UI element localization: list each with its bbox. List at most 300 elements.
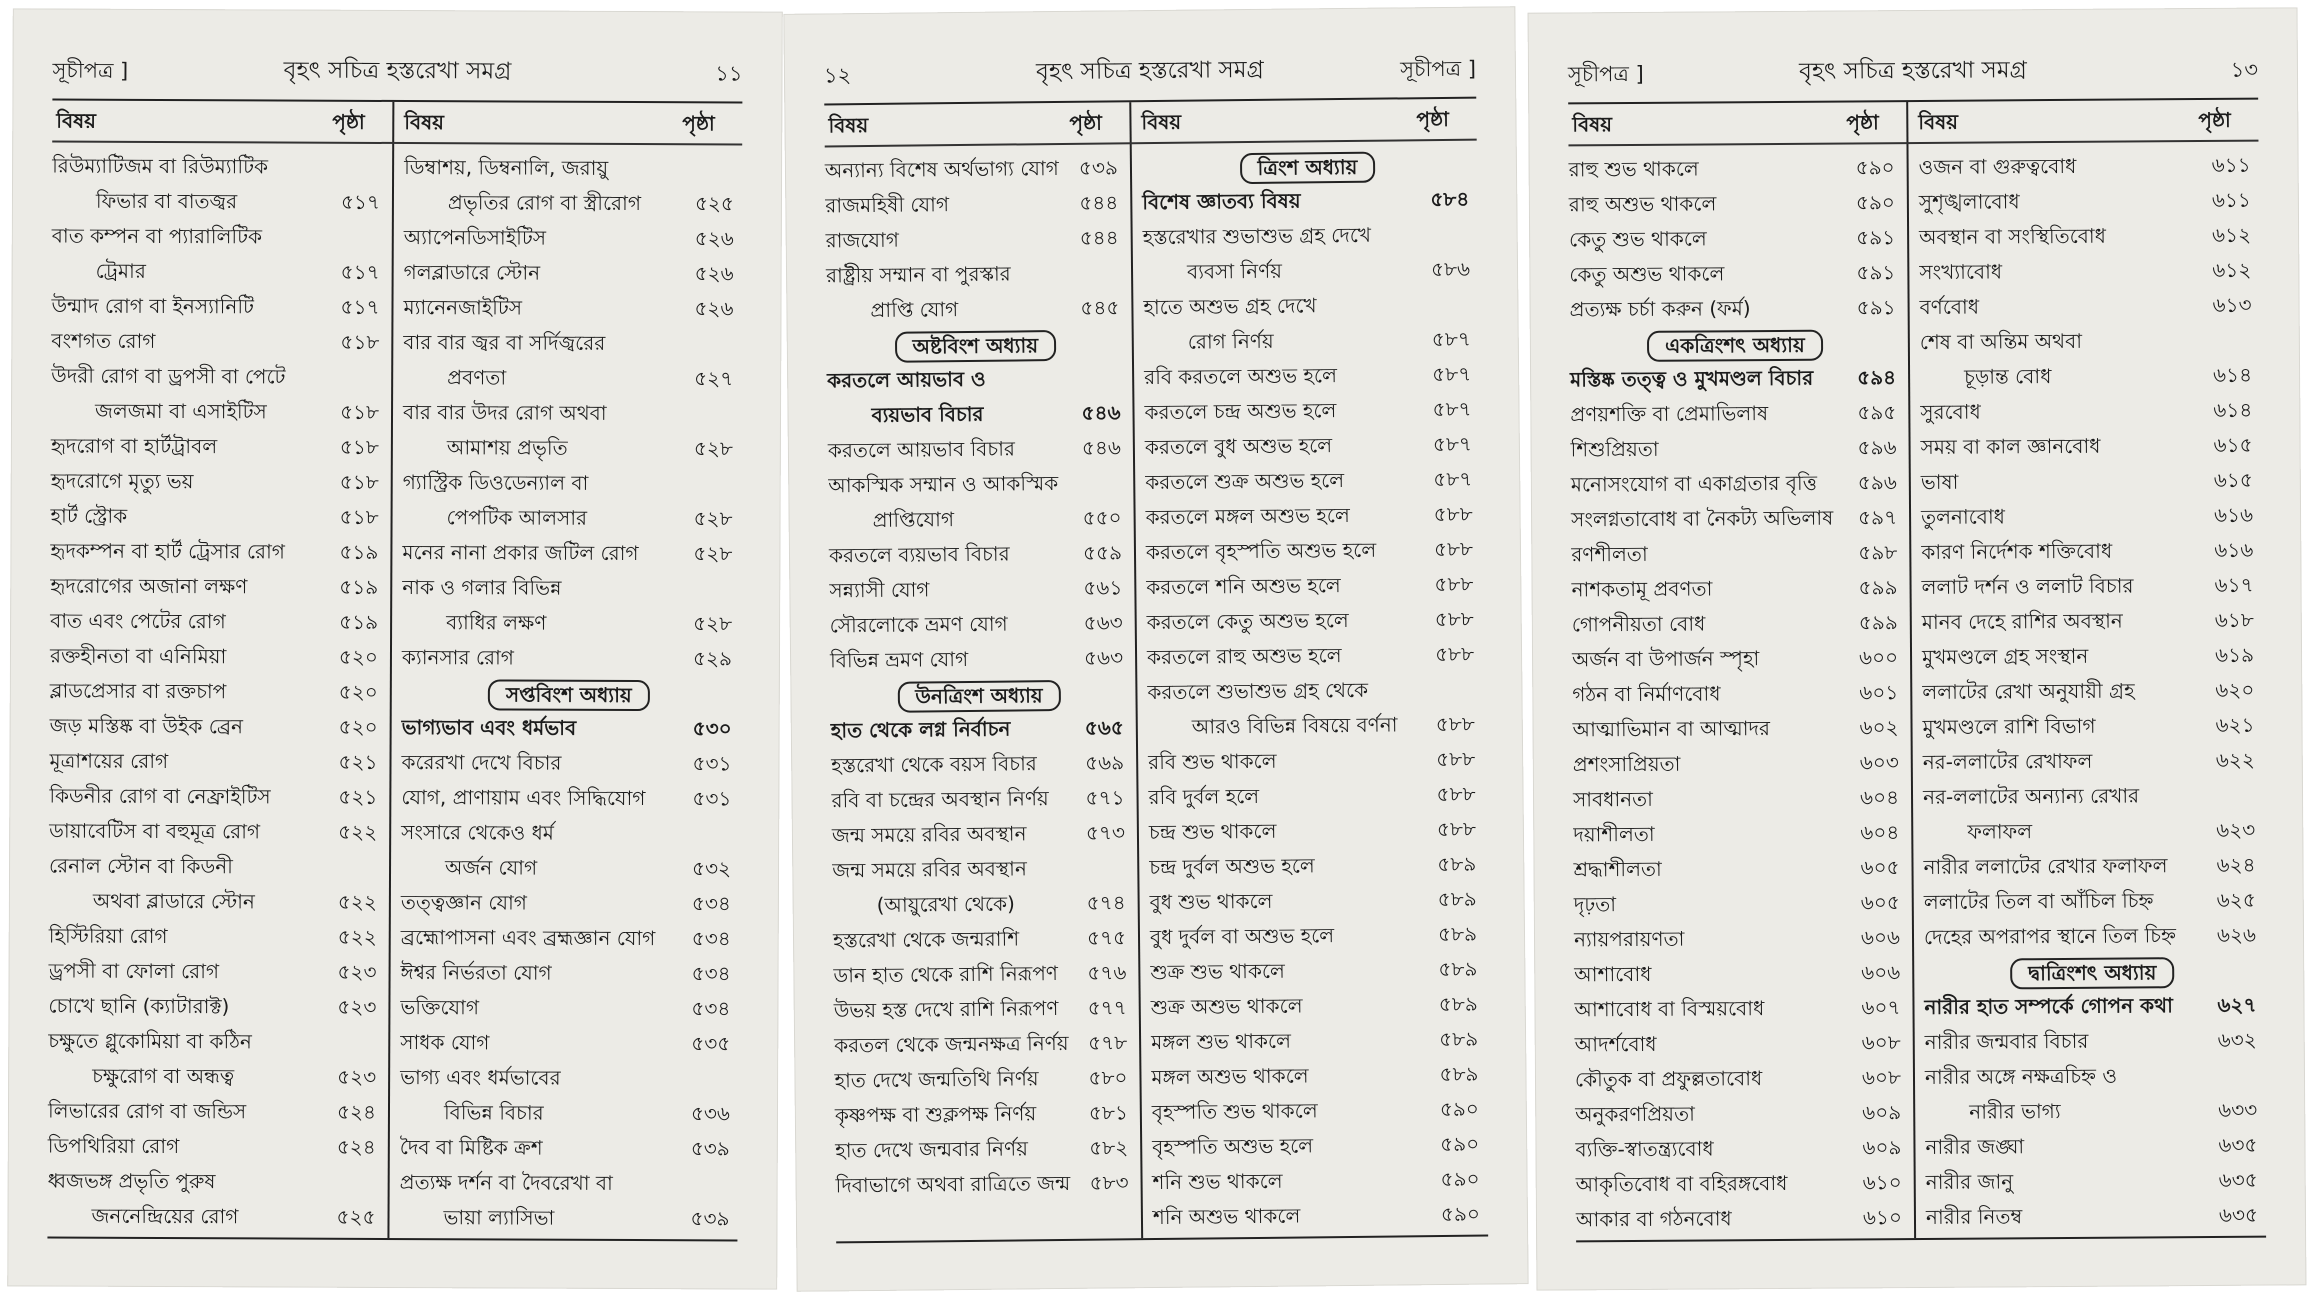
- index-entry: [1144, 392, 1475, 430]
- entry-page-number: ৬০৭: [1861, 995, 1901, 1020]
- entry-title: ভাগ্যভাব এবং ধর্মভাব: [401, 715, 577, 740]
- header-rule: [1568, 140, 2258, 146]
- entry-title: যোগ, প্রাণায়াম এবং সিদ্ধিযোগ: [401, 785, 646, 811]
- entry-title: করতলে বুধ অশুভ হলে: [1144, 433, 1333, 460]
- index-entry: [834, 990, 1131, 1028]
- index-column-left: [1569, 150, 1907, 1237]
- index-entry: [1572, 675, 1902, 712]
- col-head-subject: বিষয়: [1572, 112, 1613, 137]
- index-entry: [52, 218, 384, 254]
- index-entry: [1145, 427, 1476, 465]
- col-head-subject: বিষয়: [828, 112, 869, 138]
- entry-title: রবি করতলে অশুভ হলে: [1144, 363, 1338, 390]
- index-entry: [832, 850, 1129, 888]
- index-entry: [50, 533, 382, 569]
- entry-page-number: ৫৪৪: [1079, 190, 1119, 215]
- index-entry: [48, 1093, 380, 1129]
- entry-title: সৌরলোকে ভ্রমণ যোগ: [829, 611, 1008, 638]
- entry-title: মস্তিষ্ক তত্ত্ব ও মুখমণ্ডল বিচার: [1570, 365, 1814, 392]
- entry-title: কারণ নির্দেশক শক্তিবোধ: [1921, 538, 2113, 564]
- index-entry: [50, 673, 382, 709]
- entry-title: ক্যানসার রোগ: [401, 645, 514, 670]
- entry-title: করতলে চন্দ্র অশুভ হলে: [1144, 398, 1337, 425]
- index-entry: [1919, 148, 2255, 185]
- header-right: ১৩: [2230, 57, 2259, 82]
- chapter-title: সপ্তবিংশ অধ্যায়: [488, 679, 650, 711]
- entry-page-number: ৫৯০: [1440, 1131, 1480, 1157]
- index-entry: [49, 918, 381, 954]
- index-entry: [1923, 848, 2259, 885]
- chapter-title: ত্রিংশ অধ্যায়: [1239, 152, 1375, 184]
- entry-page-number: ৫৫০: [1082, 505, 1122, 530]
- index-column-right: [1142, 147, 1484, 1235]
- entry-title: সাধক যোগ: [400, 1030, 490, 1055]
- entry-page-number: ৫৩৫: [691, 1031, 731, 1056]
- index-entry: [49, 813, 381, 849]
- index-entry: [1148, 707, 1479, 745]
- entry-page-number: ৬২৭: [2217, 992, 2257, 1017]
- entry-title: রোগ নির্ণয়: [1187, 328, 1274, 354]
- index-entry: [1143, 287, 1474, 325]
- entry-title: আকস্মিক সম্মান ও আকস্মিক: [828, 471, 1059, 498]
- entry-title: নর-ললাটের রেখাফল: [1922, 748, 2093, 774]
- chapter-heading: [1924, 953, 2260, 990]
- entry-page-number: ৫৮৬: [1430, 256, 1471, 282]
- entry-title: চক্ষুতে গ্লুকোমিয়া বা কঠিন: [48, 1028, 252, 1054]
- entry-title: রণশীলতা: [1571, 541, 1648, 567]
- entry-title: রেনাল স্টোন বা কিডনী: [48, 853, 233, 879]
- entry-page-number: ৫৩৬: [690, 1101, 731, 1126]
- index-column-left: [47, 148, 384, 1234]
- entry-title: শেষ বা অন্তিম অথবা: [1919, 328, 2083, 354]
- index-entry: [1153, 1197, 1484, 1235]
- entry-title: নারীর ললাটের রেখার ফলাফল: [1923, 853, 2168, 879]
- entry-page-number: ৬১১: [2211, 187, 2251, 212]
- index-entry: [1143, 217, 1474, 255]
- entry-page-number: ৫২৯: [692, 646, 733, 671]
- entry-title: প্রশংসাপ্রিয়তা: [1572, 751, 1681, 777]
- entry-page-number: ৫৮৭: [1432, 361, 1472, 387]
- entry-page-number: ৬১১: [2211, 152, 2251, 177]
- index-entry: [1919, 288, 2255, 325]
- book-page-12: [783, 6, 1528, 1292]
- index-entry: [1150, 952, 1481, 990]
- entry-title: মনোসংযোগ বা একাগ্রতার বৃত্তি: [1570, 470, 1818, 497]
- index-entry: [1144, 322, 1475, 360]
- entry-title: রবি দুর্বল হলে: [1148, 783, 1260, 810]
- index-entry: [402, 535, 736, 571]
- chapter-title: অষ্টবিংশ অধ্যায়: [894, 330, 1056, 363]
- entry-title: ওজন বা গুরুত্ববোধ: [1918, 153, 2077, 179]
- index-entry: [1148, 777, 1479, 815]
- index-entry: [1575, 1025, 1905, 1062]
- page-header: [52, 51, 742, 88]
- index-entry: [825, 185, 1122, 223]
- entry-title: পেপটিক আলসার: [446, 505, 588, 530]
- index-entry: [1920, 358, 2256, 395]
- entry-page-number: ৫৬৩: [1083, 645, 1124, 670]
- entry-page-number: ৫৬১: [1083, 575, 1123, 600]
- index-entry: [1922, 638, 2258, 675]
- index-entry: [402, 605, 736, 641]
- entry-title: বার বার উদর রোগ অথবা: [402, 400, 607, 425]
- index-table: [47, 98, 742, 1241]
- entry-page-number: ৬১৪: [2213, 397, 2253, 422]
- entry-title: (আয়ুরেখা থেকে): [876, 891, 1015, 917]
- entry-title: জড় মস্তিষ্ক বা উইক ব্রেন: [49, 713, 244, 739]
- index-entry: [1574, 920, 1904, 957]
- index-entry: [401, 745, 735, 781]
- entry-title: উভয় হস্ত দেখে রাশি নিরূপণ: [833, 996, 1059, 1023]
- index-entry: [51, 428, 383, 464]
- entry-title: নারীর অঙ্গে নক্ষত্রচিহ্ন ও: [1924, 1063, 2118, 1089]
- entry-page-number: ৫৭৫: [1086, 925, 1127, 950]
- entry-page-number: ৫৮৭: [1432, 396, 1472, 422]
- entry-title: হৃদরোগের অজানা লক্ষণ: [50, 573, 248, 599]
- entry-page-number: ৫৩২: [691, 856, 732, 881]
- index-entry: [1572, 710, 1902, 747]
- entry-title: ব্যয়ভাব বিচার: [871, 401, 984, 427]
- book-title: বৃহৎ সচিত্র হস্তরেখা সমগ্র: [1799, 57, 2027, 85]
- index-entry: [1142, 182, 1473, 220]
- entry-title: রক্তহীনতা বা এনিমিয়া: [49, 643, 227, 669]
- index-entry: [1146, 567, 1477, 605]
- index-entry: [399, 1200, 733, 1236]
- index-entry: [1921, 533, 2257, 570]
- entry-page-number: ৫১৭: [340, 259, 380, 284]
- index-column-right: [399, 150, 738, 1236]
- index-entry: [1573, 850, 1903, 887]
- entry-page-number: ৫১৯: [339, 539, 379, 564]
- entry-title: প্রভৃতির রোগ বা স্ত্রীরোগ: [447, 190, 642, 216]
- index-entry: [1921, 463, 2257, 500]
- entry-page-number: ৬০১: [1859, 680, 1899, 705]
- column-divider: [387, 102, 394, 1238]
- entry-page-number: ৫৩০: [692, 716, 732, 741]
- index-entry: [1570, 430, 1900, 467]
- entry-page-number: ৫১৭: [340, 294, 380, 319]
- entry-page-number: ৫৩৯: [1078, 155, 1119, 180]
- entry-page-number: ৫৯১: [1856, 295, 1896, 320]
- entry-title: আত্মাভিমান বা আত্মাদর: [1572, 716, 1771, 742]
- entry-page-number: ৫৭৬: [1087, 960, 1127, 985]
- index-entry: [834, 1025, 1131, 1063]
- entry-title: ট্রেমার: [95, 258, 146, 283]
- entry-page-number: ৬৩৫: [2218, 1132, 2258, 1157]
- index-entry: [1575, 1130, 1905, 1167]
- entry-title: ব্লাডপ্রেসার বা রক্তচাপ: [49, 678, 227, 704]
- index-entry: [1151, 987, 1482, 1025]
- entry-page-number: ৫২৪: [336, 1099, 377, 1124]
- index-entry: [404, 220, 738, 256]
- index-entry: [1926, 1198, 2262, 1235]
- entry-page-number: ৬২০: [2215, 677, 2255, 702]
- index-entry: [52, 253, 384, 289]
- entry-title: শ্রদ্ধাশীলতা: [1573, 856, 1662, 882]
- entry-title: কৃষ্ণপক্ষ বা শুক্লপক্ষ নির্ণয়: [834, 1101, 1037, 1128]
- index-entry: [1148, 742, 1479, 780]
- entry-title: গলব্লাডারে স্টোন: [403, 260, 541, 285]
- entry-title: আশাবোধ: [1574, 961, 1652, 987]
- index-entry: [49, 848, 381, 884]
- entry-title: হাত থেকে লগ্ন নির্বাচন: [830, 716, 1011, 743]
- index-entry: [1573, 815, 1903, 852]
- entry-page-number: ৬১৫: [2213, 467, 2253, 492]
- entry-title: হাতে অশুভ গ্রহ দেখে: [1143, 293, 1317, 320]
- entry-page-number: ৬২২: [2215, 747, 2255, 772]
- chapter-heading: [1142, 147, 1473, 185]
- entry-page-number: ৫৮৯: [1437, 886, 1477, 912]
- index-entry: [1149, 882, 1480, 920]
- entry-title: নারীর জানু: [1925, 1169, 2014, 1194]
- entry-page-number: ৫৯৪: [1857, 365, 1897, 390]
- entry-page-number: ৫৯৫: [1857, 400, 1897, 425]
- index-entry: [827, 395, 1124, 433]
- entry-page-number: ৫৯৭: [1858, 505, 1898, 530]
- entry-title: উন্মাদ রোগ বা ইনস্যানিটি: [51, 293, 255, 319]
- entry-page-number: ৫২৮: [693, 506, 733, 531]
- index-entry: [1575, 1095, 1905, 1132]
- index-entry: [51, 323, 383, 359]
- entry-title: শুক্র অশুভ থাকলে: [1150, 993, 1303, 1020]
- entry-page-number: ৫৩১: [692, 786, 732, 811]
- index-entry: [1574, 955, 1904, 992]
- index-entry: [1924, 883, 2260, 920]
- entry-title: গঠন বা নির্মাণবোধ: [1572, 681, 1721, 707]
- index-entry: [1922, 708, 2258, 745]
- entry-title: জন্ম সময়ে রবির অবস্থান: [831, 821, 1027, 848]
- index-entry: [835, 1165, 1132, 1203]
- index-entry: [402, 710, 736, 746]
- index-table: [824, 97, 1488, 1244]
- entry-page-number: ৬১২: [2212, 222, 2252, 247]
- entry-page-number: ৬০২: [1859, 715, 1899, 740]
- entry-title: করতল থেকে জন্মনক্ষত্র নির্ণয়: [834, 1030, 1069, 1058]
- index-entry: [400, 1095, 734, 1131]
- entry-title: আকার বা গঠনবোধ: [1575, 1206, 1732, 1232]
- entry-page-number: ৫৮৭: [1432, 431, 1472, 457]
- index-entry: [1147, 602, 1478, 640]
- index-entry: [1569, 220, 1899, 257]
- index-entry: [830, 640, 1127, 678]
- entry-title: ললাটের তিল বা আঁচিল চিহ্ন: [1923, 888, 2154, 914]
- entry-page-number: ৬০৩: [1859, 750, 1899, 775]
- index-entry: [1921, 498, 2257, 535]
- index-entry: [47, 1198, 379, 1234]
- entry-page-number: ৫৮০: [1088, 1065, 1128, 1090]
- entry-title: প্রণয়শক্তি বা প্রেমাভিলাষ: [1570, 401, 1769, 427]
- entry-title: বার বার জ্বর বা সর্দিজ্বরের: [403, 330, 606, 355]
- index-entry: [1570, 360, 1900, 397]
- entry-page-number: ৫৩৪: [691, 961, 731, 986]
- book-page-11: [7, 8, 783, 1289]
- entry-page-number: ৫২৫: [694, 191, 734, 216]
- index-entry: [1143, 252, 1474, 290]
- index-entry: [52, 148, 384, 184]
- entry-page-number: ৬১৮: [2214, 607, 2254, 632]
- entry-title: ললাটের রেখা অনুযায়ী গ্রহ: [1922, 678, 2135, 704]
- entry-title: বুধ শুভ থাকলে: [1149, 888, 1273, 915]
- index-entry: [834, 1060, 1131, 1098]
- index-entry: [1149, 812, 1480, 850]
- entry-page-number: ৫১৮: [339, 469, 379, 494]
- entry-title: হস্তরেখা থেকে জন্মরাশি: [832, 926, 1020, 953]
- index-entry: [402, 570, 736, 606]
- entry-page-number: ৫৮৯: [1437, 921, 1478, 947]
- index-entry: [828, 430, 1125, 468]
- entry-title: হাত দেখে জন্মতিথি নির্ণয়: [834, 1066, 1039, 1093]
- index-entry: [1574, 885, 1904, 922]
- entry-title: সুরবোধ: [1920, 399, 1981, 424]
- index-entry: [1145, 462, 1476, 500]
- entry-page-number: ৫৯০: [1440, 1201, 1481, 1227]
- index-entry: [826, 255, 1123, 293]
- entry-title: রিউম্যাটিজম বা রিউম্যাটিক: [52, 153, 269, 179]
- index-column-left: [825, 150, 1133, 1203]
- index-entry: [403, 360, 737, 396]
- entry-title: সংখ্যাবোধ: [1919, 259, 2003, 284]
- entry-page-number: ৫২৬: [694, 261, 734, 286]
- entry-page-number: ৫৩৯: [690, 1136, 730, 1161]
- entry-title: নারীর জন্মবার বিচার: [1924, 1028, 2089, 1054]
- index-entry: [51, 393, 383, 429]
- index-entry: [1570, 395, 1900, 432]
- entry-page-number: ৬০৪: [1860, 820, 1900, 845]
- entry-page-number: ৫৮৯: [1439, 1061, 1479, 1087]
- index-entry: [828, 465, 1125, 503]
- index-entry: [1573, 780, 1903, 817]
- entry-title: ললাট দর্শন ও ললাট বিচার: [1921, 573, 2134, 599]
- index-table: [1568, 98, 2266, 1243]
- chapter-title: উনত্রিংশ অধ্যায়: [897, 680, 1061, 713]
- entry-title: ব্যাধির লক্ষণ: [446, 610, 547, 635]
- book-title: বৃহৎ সচিত্র হস্তরেখা সমগ্র: [283, 57, 512, 85]
- index-entry: [51, 498, 383, 534]
- index-entry: [402, 500, 736, 536]
- entry-title: চন্দ্র দুর্বল অশুভ হলে: [1149, 853, 1315, 880]
- index-entry: [1573, 745, 1903, 782]
- entry-title: দৃঢ়তা: [1573, 892, 1617, 917]
- entry-page-number: ৬২৫: [2216, 887, 2256, 912]
- entry-title: করতলে শনি অশুভ হলে: [1146, 573, 1341, 600]
- entry-page-number: ৬৩২: [2217, 1027, 2257, 1052]
- index-entry: [49, 953, 381, 989]
- entry-page-number: ৫৮৯: [1439, 1026, 1479, 1052]
- entry-page-number: ৫৬৯: [1085, 750, 1125, 775]
- entry-page-number: ৫৮৩: [1089, 1170, 1129, 1195]
- col-head-subject: বিষয়: [1141, 109, 1182, 135]
- entry-page-number: ৫৬৫: [1084, 715, 1124, 740]
- entry-title: দেহের অপরাপর স্থানে তিল চিহ্ন: [1923, 923, 2177, 949]
- entry-title: করতলে শুভাশুভ গ্রহ থেকে: [1147, 677, 1369, 705]
- index-entry: [832, 885, 1129, 923]
- entry-title: জন্ম সময়ে রবির অবস্থান: [832, 856, 1027, 883]
- header-left: ১২: [823, 63, 852, 88]
- entry-page-number: ৫২৬: [694, 226, 734, 251]
- entry-page-number: ৫৯০: [1440, 1166, 1480, 1192]
- entry-title: আমাশয় প্রভৃতি: [446, 435, 568, 460]
- entry-page-number: ৫২৩: [337, 1064, 377, 1089]
- index-entry: [401, 815, 735, 851]
- entry-page-number: ৬৩৩: [2218, 1097, 2258, 1122]
- entry-title: তুলনাবোধ: [1920, 504, 2005, 529]
- index-entry: [826, 290, 1123, 328]
- index-entry: [48, 1023, 380, 1059]
- index-entry: [403, 325, 737, 361]
- entry-page-number: ৬১৬: [2213, 502, 2254, 527]
- entry-title: আরও বিভিন্ন বিষয়ে বর্ণনা: [1191, 712, 1398, 739]
- entry-page-number: ৬০৮: [1861, 1030, 1901, 1055]
- index-entry: [1923, 778, 2259, 815]
- entry-title: কৌতুক বা প্রফুল্লতাবোধ: [1574, 1066, 1763, 1092]
- index-entry: [1919, 183, 2255, 220]
- entry-title: নারীর হাত সম্পর্কে গোপন কথা: [1924, 993, 2173, 1019]
- index-entry: [1922, 673, 2258, 710]
- entry-page-number: ৫২৪: [336, 1134, 376, 1159]
- entry-title: বৃহস্পতি অশুভ হলে: [1152, 1133, 1314, 1160]
- index-entry: [1144, 357, 1475, 395]
- entry-title: অনুকরণপ্রিয়তা: [1575, 1101, 1695, 1127]
- index-entry: [1571, 500, 1901, 537]
- entry-page-number: ৫৯৯: [1858, 610, 1898, 635]
- entry-page-number: ৬১৭: [2214, 572, 2254, 597]
- index-entry: [831, 780, 1128, 818]
- entry-page-number: ৫৯১: [1856, 225, 1896, 250]
- entry-title: নাক ও গলার বিভিন্ন: [402, 575, 562, 600]
- index-entry: [403, 290, 737, 326]
- entry-page-number: ৫৪৪: [1079, 225, 1119, 250]
- index-entry: [1571, 465, 1901, 502]
- entry-page-number: ৬২৬: [2216, 922, 2257, 947]
- entry-page-number: ৫১৮: [340, 329, 380, 354]
- entry-title: আকৃতিবোধ বা বহিরঙ্গবোধ: [1575, 1170, 1788, 1197]
- entry-title: রাজমহিষী যোগ: [825, 192, 950, 218]
- index-entry: [1919, 218, 2255, 255]
- entry-title: অন্যান্য বিশেষ অর্থভাগ্য যোগ: [824, 155, 1059, 183]
- index-entry: [1923, 813, 2259, 850]
- index-entry: [50, 568, 382, 604]
- index-entry: [1924, 988, 2260, 1025]
- entry-title: হাত দেখে জন্মবার নির্ণয়: [835, 1136, 1029, 1163]
- index-entry: [52, 183, 384, 219]
- entry-title: ব্যক্তি-স্বাতন্ত্র্যবোধ: [1575, 1136, 1714, 1162]
- entry-title: অথবা ব্লাডারে স্টোন: [92, 888, 255, 914]
- entry-page-number: ৫৮৮: [1436, 781, 1476, 807]
- index-entry: [1150, 917, 1481, 955]
- entry-page-number: ৬২৪: [2216, 852, 2256, 877]
- index-entry: [1920, 428, 2256, 465]
- entry-page-number: ৫২২: [337, 924, 377, 949]
- header-right: ১১: [715, 61, 743, 86]
- entry-title: করতলে কেতু অশুভ হলে: [1146, 607, 1349, 635]
- entry-page-number: ৫৭৭: [1087, 995, 1127, 1020]
- index-entry: [401, 780, 735, 816]
- index-entry: [827, 360, 1124, 398]
- entry-title: হস্তরেখার শুভাশুভ গ্রহ দেখে: [1142, 222, 1372, 250]
- entry-page-number: ৫৮৮: [1435, 711, 1475, 737]
- col-head-page: পৃষ্ঠা: [1846, 110, 1879, 135]
- index-entry: [1569, 150, 1899, 187]
- entry-page-number: ৫২৩: [337, 959, 377, 984]
- index-entry: [828, 500, 1125, 538]
- entry-page-number: ৫৯০: [1855, 190, 1895, 215]
- entry-title: প্রাপ্তিযোগ: [872, 507, 955, 532]
- entry-page-number: ৫৯৬: [1857, 470, 1897, 495]
- index-entry: [1922, 603, 2258, 640]
- entry-title: মঙ্গল শুভ থাকলে: [1150, 1028, 1292, 1055]
- entry-page-number: ৬১০: [1862, 1205, 1903, 1230]
- entry-page-number: ৫২৭: [694, 366, 734, 391]
